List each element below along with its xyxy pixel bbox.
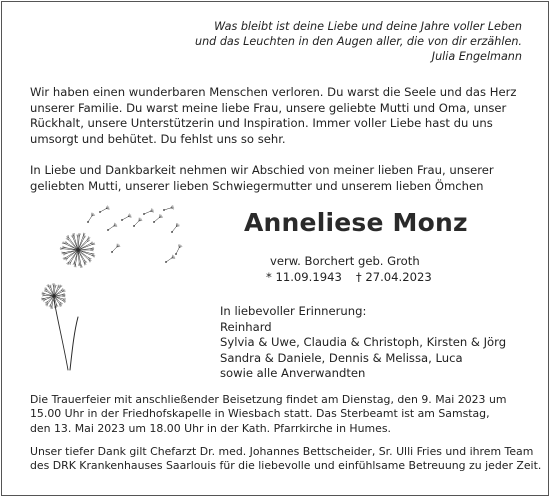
mourner-line: Sylvia & Uwe, Claudia & Christoph, Kirsten & Jörg xyxy=(220,335,506,351)
intro-line: umsorgt und behütet. Du fehlst uns so sehr. xyxy=(30,132,530,148)
mourner-line: Sandra & Daniele, Dennis & Melissa, Luca xyxy=(220,351,506,367)
funeral-line: Die Trauerfeier mit anschließender Beisetzung findet am Dienstag, den 9. Mai 2023 um xyxy=(30,393,540,407)
death-date: † 27.04.2023 xyxy=(356,270,432,284)
farewell-paragraph xyxy=(30,163,530,194)
thanks-line: Unser tiefer Dank gilt Chefarzt Dr. med. Johannes Bettscheider, Sr. Ulli Fries und ihrem Team xyxy=(30,445,540,459)
farewell-line: In Liebe und Dankbarkeit nehmen wir Abschied von meiner lieben Frau, unserer xyxy=(30,163,530,179)
obituary-notice xyxy=(1,1,549,496)
quote-author: Julia Engelmann xyxy=(195,49,522,64)
memorial-quote xyxy=(195,19,522,64)
quote-line: Was bleibt ist deine Liebe und deine Jahre voller Leben xyxy=(195,19,522,34)
mourner-line: Reinhard xyxy=(220,320,506,336)
thanks-line: des DRK Krankenhauses Saarlouis für die liebevolle und einfühlsame Betreuung zu jeder Zeit. xyxy=(30,459,540,473)
mourners-heading: In liebevoller Erinnerung: xyxy=(220,304,506,320)
mourner-line: sowie alle Anverwandten xyxy=(220,366,506,382)
life-dates xyxy=(266,270,432,284)
birth-name: verw. Borchert geb. Groth xyxy=(270,254,420,268)
dandelion-illustration-icon xyxy=(26,192,196,372)
birth-date: * 11.09.1943 xyxy=(266,270,342,284)
intro-line: Wir haben einen wunderbaren Menschen verloren. Du warst die Seele und das Herz xyxy=(30,85,530,101)
quote-line: und das Leuchten in den Augen aller, die von dir erzählen. xyxy=(195,34,522,49)
mourners-list xyxy=(220,304,506,382)
funeral-line: den 13. Mai 2023 um 18.00 Uhr in der Kath. Pfarrkirche in Humes. xyxy=(30,422,540,436)
thanks-note xyxy=(30,445,540,474)
intro-paragraph xyxy=(30,85,530,147)
intro-line: Rückhalt, unsere Unterstützerin und Inspiration. Immer voller Liebe hast du uns xyxy=(30,116,530,132)
farewell-line: geliebten Mutti, unserer lieben Schwiegermutter und unserem lieben Ömchen xyxy=(30,179,530,195)
intro-line: unserer Familie. Du warst meine liebe Frau, unsere geliebte Mutti und Oma, unser xyxy=(30,101,530,117)
funeral-line: 15.00 Uhr in der Friedhofskapelle in Wiesbach statt. Das Sterbeamt ist am Samstag, xyxy=(30,407,540,421)
funeral-info xyxy=(30,393,540,436)
deceased-name: Anneliese Monz xyxy=(244,208,468,237)
